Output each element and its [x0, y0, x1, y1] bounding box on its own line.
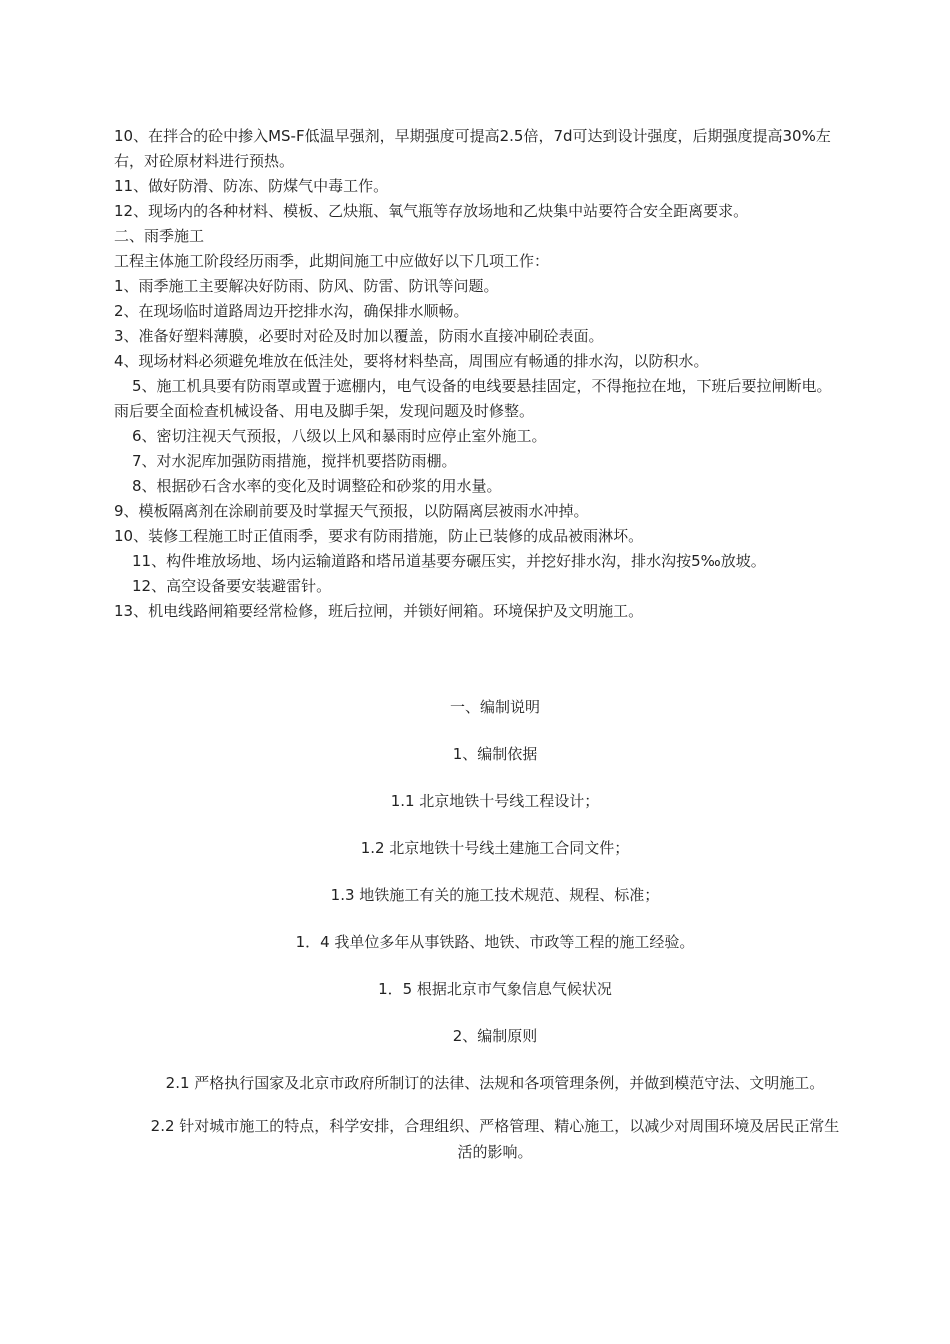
heading-compilation-notes: 一、编制说明 [449, 698, 540, 716]
rainy-item-6: 6、密切注视天气预报，八级以上风和暴雨时应停止室外施工。 [132, 427, 547, 445]
section-heading-rainy-season: 二、雨季施工 [114, 227, 205, 245]
rainy-item-3: 3、准备好塑料薄膜，必要时对砼及时加以覆盖，防雨水直接冲刷砼表面。 [114, 327, 604, 345]
paragraph-item-10-winter: 10、在拌合的砼中掺入MS-F低温早强剂，早期强度可提高2.5倍，7d可达到设计强度，后期强度提高30%左右，对砼原材料进行预热。 [114, 127, 831, 170]
winter-rainy-season-section [114, 124, 844, 624]
basis-item-1-2: 1.2 北京地铁十号线土建施工合同文件； [360, 839, 630, 857]
rainy-item-5: 5、施工机具要有防雨罩或置于遮棚内，电气设备的电线要悬挂固定，不得拖拉在地，下班后要拉闸断电。雨后要全面检查机械设备、用电及脚手架，发现问题及时修整。 [114, 377, 832, 420]
paragraph-item-12-winter: 12、现场内的各种材料、模板、乙炔瓶、氧气瓶等存放场地和乙炔集中站要符合安全距离要求。 [114, 202, 749, 220]
rainy-item-4: 4、现场材料必须避免堆放在低洼处，要将材料垫高，周围应有畅通的排水沟，以防积水。 [114, 352, 709, 370]
section-intro: 工程主体施工阶段经历雨季，此期间施工中应做好以下几项工作： [114, 252, 550, 270]
basis-item-1-4: 1．4 我单位多年从事铁路、地铁、市政等工程的施工经验。 [295, 933, 695, 951]
basis-item-1-3: 1.3 地铁施工有关的施工技术规范、规程、标准； [330, 886, 660, 904]
paragraph-item-11-winter: 11、做好防滑、防冻、防煤气中毒工作。 [114, 177, 389, 195]
heading-compilation-basis: 1、编制依据 [452, 745, 538, 763]
basis-item-1-5: 1．5 根据北京市气象信息气候状况 [378, 980, 612, 998]
rainy-item-13: 13、机电线路闸箱要经常检修，班后拉闸，并锁好闸箱。环境保护及文明施工。 [114, 602, 644, 620]
rainy-item-10: 10、装修工程施工时正值雨季，要求有防雨措施，防止已装修的成品被雨淋坏。 [114, 527, 644, 545]
compilation-notes-section [150, 694, 840, 1182]
rainy-item-9: 9、模板隔离剂在涂刷前要及时掌握天气预报，以防隔离层被雨水冲掉。 [114, 502, 589, 520]
rainy-item-2: 2、在现场临时道路周边开挖排水沟，确保排水顺畅。 [114, 302, 469, 320]
rainy-item-7: 7、对水泥库加强防雨措施，搅拌机要搭防雨棚。 [132, 452, 457, 470]
rainy-item-8: 8、根据砂石含水率的变化及时调整砼和砂浆的用水量。 [132, 477, 502, 495]
heading-compilation-principles: 2、编制原则 [452, 1027, 538, 1045]
principle-item-2-1: 2.1 严格执行国家及北京市政府所制订的法律、法规和各项管理条例，并做到模范守法、文明施工。 [165, 1074, 825, 1092]
rainy-item-1: 1、雨季施工主要解决好防雨、防风、防雷、防讯等问题。 [114, 277, 499, 295]
rainy-item-12: 12、高空设备要安装避雷针。 [132, 577, 332, 595]
rainy-item-11: 11、构件堆放场地、场内运输道路和塔吊道基要夯碾压实，并挖好排水沟，排水沟按5‰放坡。 [132, 552, 766, 570]
principle-item-2-2: 2.2 针对城市施工的特点，科学安排，合理组织、严格管理、精心施工，以减少对周围环境及居民正常生活的影响。 [150, 1117, 840, 1161]
basis-item-1-1: 1.1 北京地铁十号线工程设计； [390, 792, 600, 810]
